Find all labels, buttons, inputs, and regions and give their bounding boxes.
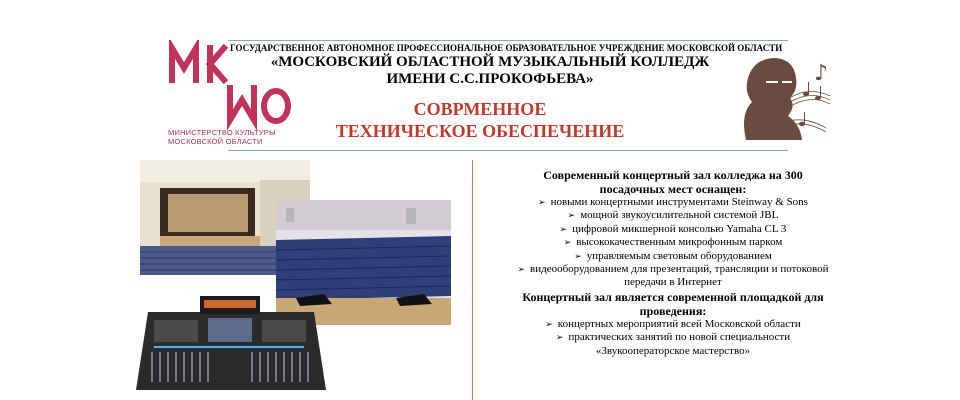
list-item: ➢ цифровой микшерной консолью Yamaha CL 3 bbox=[478, 223, 868, 236]
svg-text:♪: ♪ bbox=[814, 61, 829, 86]
list-item: ➢ управляемым световым оборудованием bbox=[478, 250, 868, 263]
section-heading-cont: посадочных мест оснащен: bbox=[599, 182, 747, 196]
list-item-cont: передачи в Интернет bbox=[624, 276, 722, 289]
list-item: ➢ практических занятий по новой специальности bbox=[478, 331, 868, 344]
institution-type: ГОСУДАРСТВЕННОЕ АВТОНОМНОЕ ПРОФЕССИОНАЛЬНОЕ ОБРАЗОВАТЕЛЬНОЕ УЧРЕЖДЕНИЕ МОСКОВСКОЙ ОБЛАСТИ bbox=[230, 43, 783, 53]
college-name: «МОСКОВСКИЙ ОБЛАСТНОЙ МУЗЫКАЛЬНЫЙ КОЛЛЕДЖ bbox=[270, 54, 710, 70]
ministry-name bbox=[168, 128, 308, 146]
section-heading-cont: проведения: bbox=[639, 303, 707, 318]
list-item-cont: «Звукооператорское мастерство» bbox=[595, 344, 751, 357]
college-name-sub: ИМЕНИ С.С.ПРОКОФЬЕВА» bbox=[386, 71, 594, 87]
page-title-sub: ТЕХНИЧЕСКОЕ ОБЕСПЕЧЕНИЕ bbox=[335, 121, 625, 141]
equipment-description bbox=[478, 168, 868, 358]
ministry-line: МОСКОВСКОЙ ОБЛАСТИ bbox=[168, 137, 263, 146]
section-heading: Концертный зал является современной площадкой для bbox=[522, 289, 824, 304]
header-bottom-rule bbox=[228, 150, 788, 151]
section-heading: Современный концертный зал колледжа на 300 bbox=[543, 168, 803, 182]
list-item: ➢ концертных мероприятий всей Московской области bbox=[478, 318, 868, 331]
yamaha-mixing-console-photo bbox=[130, 290, 330, 395]
composer-emblem-icon bbox=[722, 44, 832, 144]
list-item: ➢ видеооборудованием для презентаций, трансляции и потоковой bbox=[478, 263, 868, 276]
column-divider bbox=[472, 160, 473, 400]
list-item: ➢ высококачественным микрофонным парком bbox=[478, 236, 868, 249]
list-item: ➢ новыми концертными инструментами Steinway & Sons bbox=[478, 196, 868, 209]
header-top-rule bbox=[228, 40, 788, 41]
ministry-line: МИНИСТЕРСТВО КУЛЬТУРЫ bbox=[168, 128, 276, 137]
list-item: ➢ мощной звукоусилительной системой JBL bbox=[478, 209, 868, 222]
page-title: СОВРМЕННОЕ bbox=[413, 99, 547, 119]
